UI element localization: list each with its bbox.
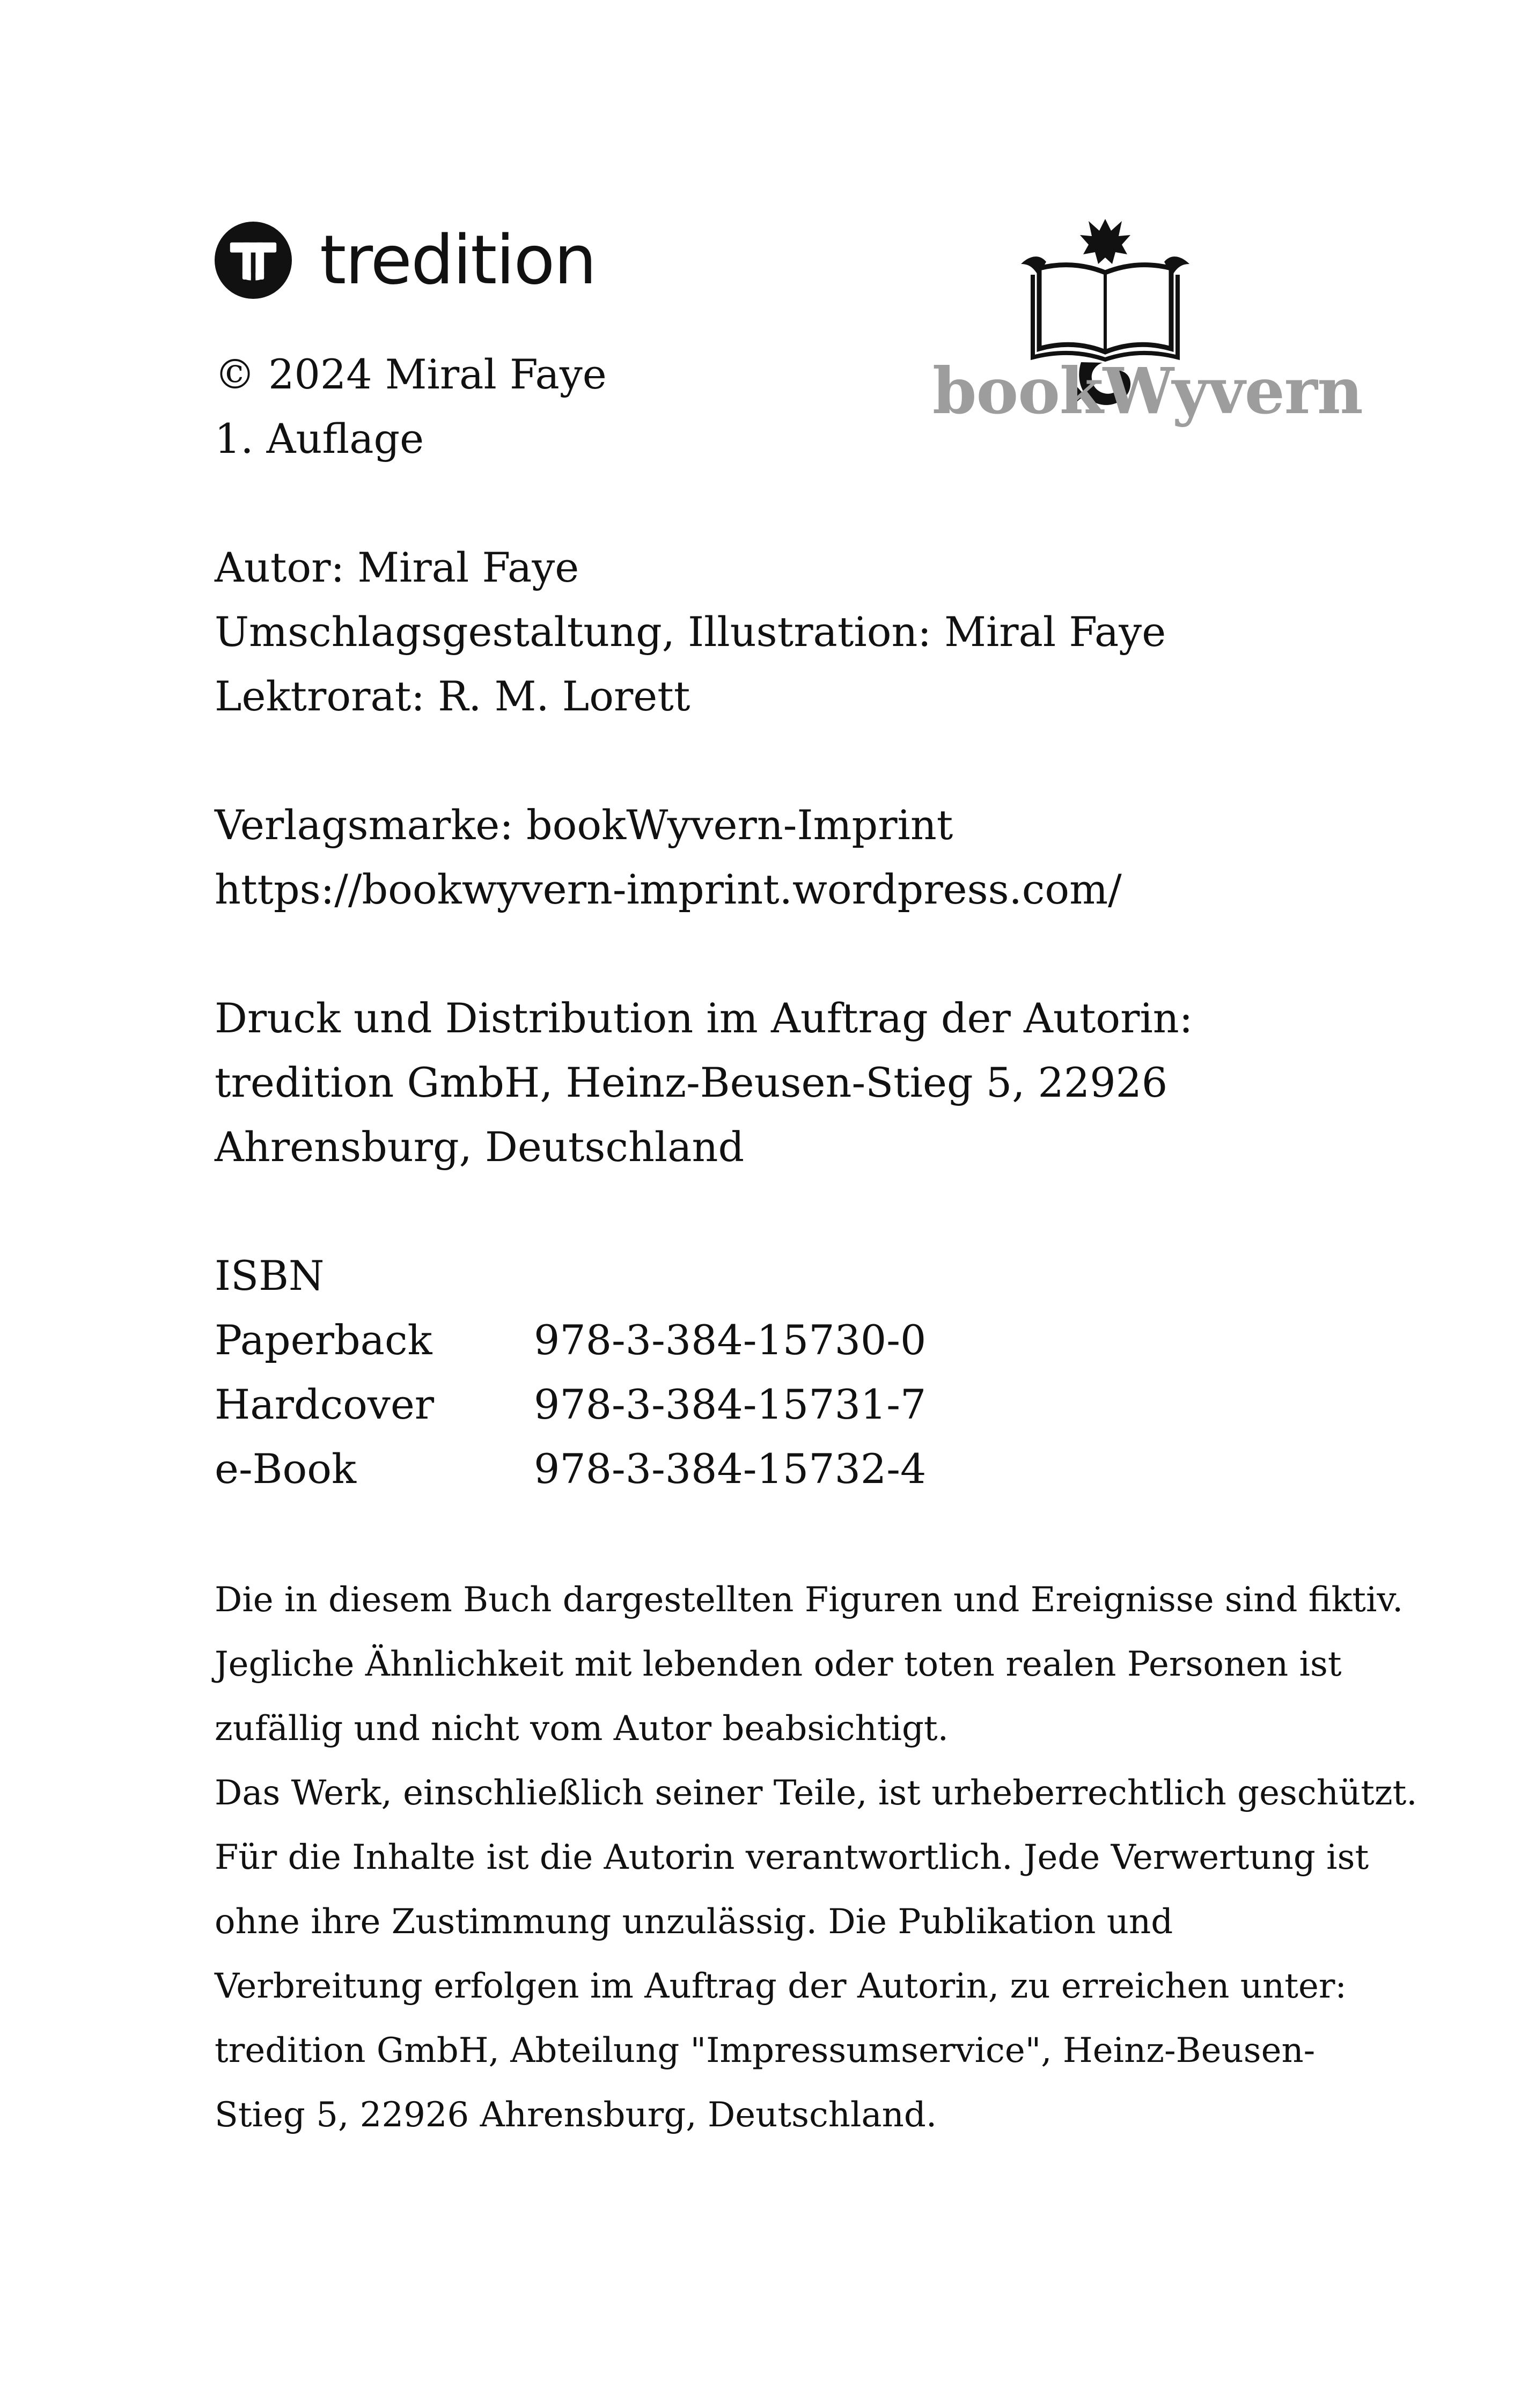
isbn-number-hardcover: 978-3-384-15731-7 — [534, 1381, 927, 1428]
disclaimer-line: zufällig und nicht vom Autor beabsichtigt. — [215, 1709, 949, 1749]
disclaimer-line: Das Werk, einschließlich seiner Teile, ist urheberrechtlich geschützt. — [215, 1773, 1417, 1813]
tredition-mark-icon — [215, 222, 292, 299]
isbn-heading: ISBN — [215, 1252, 325, 1300]
distribution-line: Druck und Distribution im Auftrag der Autorin: — [215, 994, 1193, 1042]
tredition-wordmark: tredition — [320, 221, 596, 299]
disclaimer-line: Jegliche Ähnlichkeit mit lebenden oder toten realen Personen ist — [215, 1645, 1342, 1684]
disclaimer-line: Stieg 5, 22926 Ahrensburg, Deutschland. — [215, 2095, 937, 2135]
disclaimer-line: Verbreitung erfolgen im Auftrag der Autorin, zu erreichen unter: — [215, 1966, 1347, 2006]
imprint-label: Verlagsmarke: bookWyvern-Imprint — [215, 801, 953, 849]
editing-credit: Lektrorat: R. M. Lorett — [215, 672, 690, 720]
distribution-address-line: tredition GmbH, Heinz-Beusen-Stieg 5, 22926 — [215, 1059, 1168, 1106]
isbn-format-hardcover: Hardcover — [215, 1381, 435, 1428]
tredition-logo — [215, 220, 596, 300]
imprint-url[interactable]: https://bookwyvern-imprint.wordpress.com/ — [215, 865, 1122, 913]
distribution-city-line: Ahrensburg, Deutschland — [215, 1123, 745, 1171]
copyright-line: © 2024 Miral Faye — [215, 350, 607, 398]
isbn-format-paperback: Paperback — [215, 1316, 432, 1364]
disclaimer-line: tredition GmbH, Abteilung "Impressumservice", Heinz-Beusen- — [215, 2031, 1316, 2071]
edition-line: 1. Auflage — [215, 415, 424, 462]
isbn-format-ebook: e-Book — [215, 1445, 357, 1493]
author-credit: Autor: Miral Faye — [215, 544, 579, 591]
bookwyvern-wordmark: bookWyvern — [932, 354, 1363, 428]
cover-credit: Umschlagsgestaltung, Illustration: Miral Faye — [215, 608, 1166, 656]
bookwyvern-logo — [923, 215, 1363, 440]
isbn-number-ebook: 978-3-384-15732-4 — [534, 1445, 927, 1493]
isbn-number-paperback: 978-3-384-15730-0 — [534, 1316, 927, 1364]
disclaimer-line: Für die Inhalte ist die Autorin verantwortlich. Jede Verwertung ist — [215, 1838, 1369, 1877]
disclaimer-line: Die in diesem Buch dargestellten Figuren und Ereignisse sind fiktiv. — [215, 1580, 1404, 1620]
disclaimer-line: ohne ihre Zustimmung unzulässig. Die Publikation und — [215, 1902, 1173, 1942]
